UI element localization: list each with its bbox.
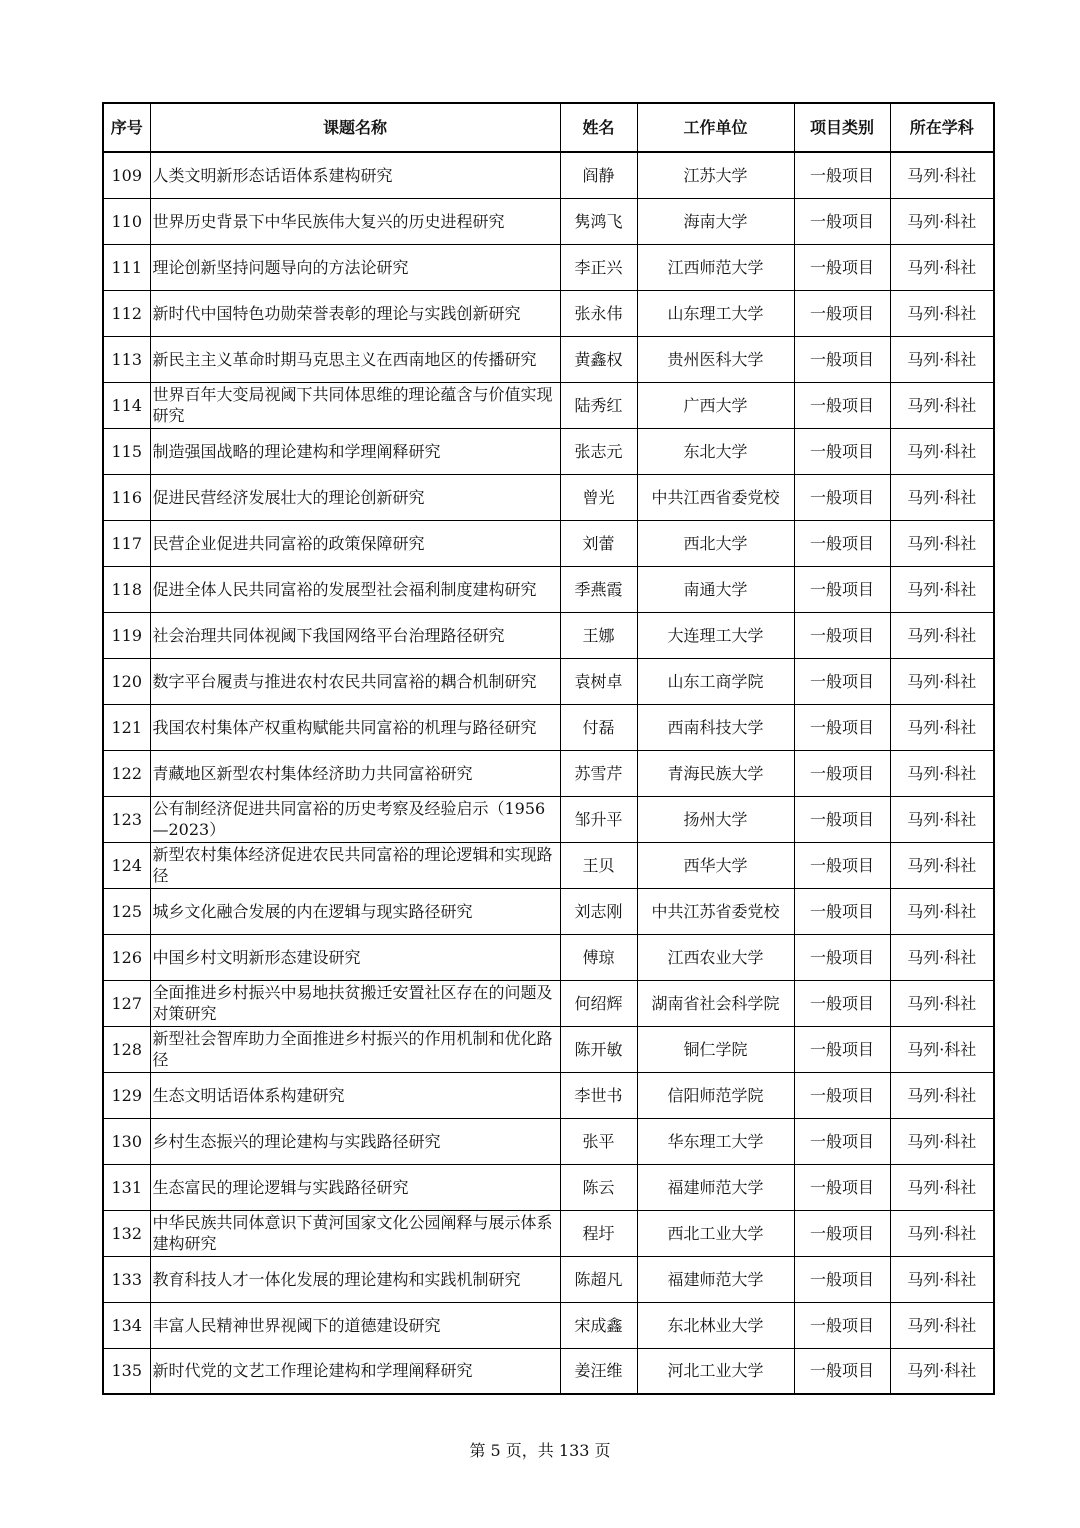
cell-title: 新时代中国特色功勋荣誉表彰的理论与实践创新研究 <box>150 290 560 336</box>
cell-no: 127 <box>103 980 150 1026</box>
cell-no: 128 <box>103 1026 150 1072</box>
cell-subject: 马列·科社 <box>890 152 994 198</box>
cell-category: 一般项目 <box>794 796 890 842</box>
cell-name: 姜汪维 <box>560 1348 637 1394</box>
cell-unit: 西北工业大学 <box>637 1210 794 1256</box>
table-row <box>103 934 994 980</box>
table-row <box>103 1072 994 1118</box>
cell-category: 一般项目 <box>794 1302 890 1348</box>
cell-unit: 江西师范大学 <box>637 244 794 290</box>
cell-no: 120 <box>103 658 150 704</box>
cell-name: 刘蕾 <box>560 520 637 566</box>
cell-no: 132 <box>103 1210 150 1256</box>
cell-subject: 马列·科社 <box>890 934 994 980</box>
cell-subject: 马列·科社 <box>890 198 994 244</box>
cell-no: 134 <box>103 1302 150 1348</box>
cell-category: 一般项目 <box>794 1026 890 1072</box>
cell-name: 黄鑫权 <box>560 336 637 382</box>
cell-name: 张永伟 <box>560 290 637 336</box>
cell-no: 121 <box>103 704 150 750</box>
header-title: 课题名称 <box>150 103 560 152</box>
cell-no: 119 <box>103 612 150 658</box>
cell-category: 一般项目 <box>794 888 890 934</box>
cell-subject: 马列·科社 <box>890 750 994 796</box>
cell-unit: 河北工业大学 <box>637 1348 794 1394</box>
table-row <box>103 1302 994 1348</box>
cell-title: 中国乡村文明新形态建设研究 <box>150 934 560 980</box>
cell-unit: 山东理工大学 <box>637 290 794 336</box>
cell-title: 民营企业促进共同富裕的政策保障研究 <box>150 520 560 566</box>
cell-category: 一般项目 <box>794 980 890 1026</box>
cell-subject: 马列·科社 <box>890 520 994 566</box>
cell-title: 全面推进乡村振兴中易地扶贫搬迁安置社区存在的问题及对策研究 <box>150 980 560 1026</box>
cell-unit: 福建师范大学 <box>637 1256 794 1302</box>
cell-name: 苏雪芹 <box>560 750 637 796</box>
cell-subject: 马列·科社 <box>890 1118 994 1164</box>
project-table <box>102 102 995 1395</box>
cell-name: 隽鸿飞 <box>560 198 637 244</box>
cell-unit: 中共江苏省委党校 <box>637 888 794 934</box>
cell-no: 114 <box>103 382 150 428</box>
cell-category: 一般项目 <box>794 1118 890 1164</box>
cell-name: 付磊 <box>560 704 637 750</box>
cell-category: 一般项目 <box>794 612 890 658</box>
header-row <box>103 103 994 152</box>
cell-unit: 扬州大学 <box>637 796 794 842</box>
cell-title: 理论创新坚持问题导向的方法论研究 <box>150 244 560 290</box>
cell-subject: 马列·科社 <box>890 612 994 658</box>
cell-subject: 马列·科社 <box>890 244 994 290</box>
cell-title: 世界百年大变局视阈下共同体思维的理论蕴含与价值实现研究 <box>150 382 560 428</box>
cell-category: 一般项目 <box>794 244 890 290</box>
table-row <box>103 290 994 336</box>
cell-unit: 湖南省社会科学院 <box>637 980 794 1026</box>
header-subject: 所在学科 <box>890 103 994 152</box>
cell-name: 邹升平 <box>560 796 637 842</box>
table-row <box>103 1348 994 1394</box>
table-header <box>103 103 994 152</box>
cell-name: 阎静 <box>560 152 637 198</box>
table-row <box>103 888 994 934</box>
table-row <box>103 842 994 888</box>
cell-subject: 马列·科社 <box>890 1302 994 1348</box>
cell-title: 社会治理共同体视阈下我国网络平台治理路径研究 <box>150 612 560 658</box>
cell-no: 111 <box>103 244 150 290</box>
cell-no: 129 <box>103 1072 150 1118</box>
cell-no: 130 <box>103 1118 150 1164</box>
table-row <box>103 336 994 382</box>
cell-unit: 东北大学 <box>637 428 794 474</box>
cell-name: 陈云 <box>560 1164 637 1210</box>
table-row <box>103 520 994 566</box>
cell-subject: 马列·科社 <box>890 980 994 1026</box>
cell-subject: 马列·科社 <box>890 842 994 888</box>
cell-subject: 马列·科社 <box>890 474 994 520</box>
table-row <box>103 1210 994 1256</box>
cell-unit: 贵州医科大学 <box>637 336 794 382</box>
table-row <box>103 152 994 198</box>
cell-no: 110 <box>103 198 150 244</box>
cell-subject: 马列·科社 <box>890 336 994 382</box>
cell-no: 125 <box>103 888 150 934</box>
cell-category: 一般项目 <box>794 428 890 474</box>
cell-name: 李世书 <box>560 1072 637 1118</box>
cell-unit: 江西农业大学 <box>637 934 794 980</box>
cell-unit: 南通大学 <box>637 566 794 612</box>
table-row <box>103 980 994 1026</box>
cell-title: 我国农村集体产权重构赋能共同富裕的机理与路径研究 <box>150 704 560 750</box>
cell-name: 何绍辉 <box>560 980 637 1026</box>
cell-title: 促进全体人民共同富裕的发展型社会福利制度建构研究 <box>150 566 560 612</box>
cell-no: 109 <box>103 152 150 198</box>
cell-name: 陈开敏 <box>560 1026 637 1072</box>
cell-no: 122 <box>103 750 150 796</box>
cell-title: 数字平台履责与推进农村农民共同富裕的耦合机制研究 <box>150 658 560 704</box>
cell-title: 城乡文化融合发展的内在逻辑与现实路径研究 <box>150 888 560 934</box>
cell-no: 123 <box>103 796 150 842</box>
cell-no: 112 <box>103 290 150 336</box>
cell-title: 新型社会智库助力全面推进乡村振兴的作用机制和优化路径 <box>150 1026 560 1072</box>
cell-category: 一般项目 <box>794 842 890 888</box>
cell-subject: 马列·科社 <box>890 1164 994 1210</box>
cell-category: 一般项目 <box>794 704 890 750</box>
cell-name: 傅琼 <box>560 934 637 980</box>
cell-title: 乡村生态振兴的理论建构与实践路径研究 <box>150 1118 560 1164</box>
cell-name: 王贝 <box>560 842 637 888</box>
table-row <box>103 1256 994 1302</box>
cell-no: 113 <box>103 336 150 382</box>
cell-title: 中华民族共同体意识下黄河国家文化公园阐释与展示体系建构研究 <box>150 1210 560 1256</box>
cell-unit: 信阳师范学院 <box>637 1072 794 1118</box>
cell-subject: 马列·科社 <box>890 1072 994 1118</box>
table-row <box>103 244 994 290</box>
cell-subject: 马列·科社 <box>890 1256 994 1302</box>
cell-name: 王娜 <box>560 612 637 658</box>
cell-title: 人类文明新形态话语体系建构研究 <box>150 152 560 198</box>
table-row <box>103 704 994 750</box>
cell-name: 袁树卓 <box>560 658 637 704</box>
table-row <box>103 566 994 612</box>
cell-title: 公有制经济促进共同富裕的历史考察及经验启示（1956—2023） <box>150 796 560 842</box>
cell-name: 李正兴 <box>560 244 637 290</box>
cell-no: 126 <box>103 934 150 980</box>
cell-unit: 中共江西省委党校 <box>637 474 794 520</box>
cell-category: 一般项目 <box>794 520 890 566</box>
table-row <box>103 1118 994 1164</box>
cell-category: 一般项目 <box>794 336 890 382</box>
cell-unit: 福建师范大学 <box>637 1164 794 1210</box>
cell-category: 一般项目 <box>794 152 890 198</box>
cell-title: 丰富人民精神世界视阈下的道德建设研究 <box>150 1302 560 1348</box>
cell-title: 世界历史背景下中华民族伟大复兴的历史进程研究 <box>150 198 560 244</box>
cell-title: 生态文明话语体系构建研究 <box>150 1072 560 1118</box>
table-row <box>103 474 994 520</box>
cell-subject: 马列·科社 <box>890 1348 994 1394</box>
cell-category: 一般项目 <box>794 566 890 612</box>
cell-subject: 马列·科社 <box>890 658 994 704</box>
header-unit: 工作单位 <box>637 103 794 152</box>
cell-name: 张志元 <box>560 428 637 474</box>
cell-category: 一般项目 <box>794 382 890 428</box>
cell-subject: 马列·科社 <box>890 566 994 612</box>
cell-subject: 马列·科社 <box>890 888 994 934</box>
cell-category: 一般项目 <box>794 198 890 244</box>
cell-unit: 华东理工大学 <box>637 1118 794 1164</box>
page-number: 第 5 页，共 133 页 <box>469 1441 611 1460</box>
cell-subject: 马列·科社 <box>890 1026 994 1072</box>
table-row <box>103 658 994 704</box>
cell-no: 135 <box>103 1348 150 1394</box>
cell-name: 季燕霞 <box>560 566 637 612</box>
cell-category: 一般项目 <box>794 750 890 796</box>
cell-name: 程圩 <box>560 1210 637 1256</box>
cell-unit: 江苏大学 <box>637 152 794 198</box>
table-row <box>103 750 994 796</box>
cell-unit: 广西大学 <box>637 382 794 428</box>
cell-name: 曾光 <box>560 474 637 520</box>
cell-title: 制造强国战略的理论建构和学理阐释研究 <box>150 428 560 474</box>
cell-subject: 马列·科社 <box>890 382 994 428</box>
cell-name: 宋成鑫 <box>560 1302 637 1348</box>
cell-unit: 西华大学 <box>637 842 794 888</box>
cell-category: 一般项目 <box>794 1210 890 1256</box>
cell-subject: 马列·科社 <box>890 796 994 842</box>
cell-name: 刘志刚 <box>560 888 637 934</box>
cell-category: 一般项目 <box>794 1072 890 1118</box>
cell-category: 一般项目 <box>794 1348 890 1394</box>
cell-category: 一般项目 <box>794 290 890 336</box>
table-body <box>103 152 994 1394</box>
cell-category: 一般项目 <box>794 658 890 704</box>
cell-no: 116 <box>103 474 150 520</box>
cell-category: 一般项目 <box>794 1164 890 1210</box>
cell-title: 教育科技人才一体化发展的理论建构和实践机制研究 <box>150 1256 560 1302</box>
cell-no: 124 <box>103 842 150 888</box>
cell-title: 新民主主义革命时期马克思主义在西南地区的传播研究 <box>150 336 560 382</box>
cell-unit: 铜仁学院 <box>637 1026 794 1072</box>
cell-no: 118 <box>103 566 150 612</box>
cell-title: 新时代党的文艺工作理论建构和学理阐释研究 <box>150 1348 560 1394</box>
table-row <box>103 198 994 244</box>
cell-unit: 大连理工大学 <box>637 612 794 658</box>
table-row <box>103 612 994 658</box>
cell-name: 张平 <box>560 1118 637 1164</box>
cell-unit: 东北林业大学 <box>637 1302 794 1348</box>
table-row <box>103 1164 994 1210</box>
cell-unit: 山东工商学院 <box>637 658 794 704</box>
cell-title: 青藏地区新型农村集体经济助力共同富裕研究 <box>150 750 560 796</box>
cell-unit: 青海民族大学 <box>637 750 794 796</box>
table-row <box>103 1026 994 1072</box>
cell-no: 133 <box>103 1256 150 1302</box>
cell-no: 131 <box>103 1164 150 1210</box>
cell-title: 新型农村集体经济促进农民共同富裕的理论逻辑和实现路径 <box>150 842 560 888</box>
cell-title: 生态富民的理论逻辑与实践路径研究 <box>150 1164 560 1210</box>
cell-subject: 马列·科社 <box>890 290 994 336</box>
cell-unit: 海南大学 <box>637 198 794 244</box>
table-row <box>103 428 994 474</box>
cell-title: 促进民营经济发展壮大的理论创新研究 <box>150 474 560 520</box>
header-category: 项目类别 <box>794 103 890 152</box>
cell-subject: 马列·科社 <box>890 704 994 750</box>
cell-category: 一般项目 <box>794 1256 890 1302</box>
table-row <box>103 382 994 428</box>
cell-category: 一般项目 <box>794 474 890 520</box>
cell-subject: 马列·科社 <box>890 1210 994 1256</box>
cell-category: 一般项目 <box>794 934 890 980</box>
cell-no: 115 <box>103 428 150 474</box>
cell-subject: 马列·科社 <box>890 428 994 474</box>
table-row <box>103 796 994 842</box>
header-no: 序号 <box>103 103 150 152</box>
cell-name: 陆秀红 <box>560 382 637 428</box>
cell-no: 117 <box>103 520 150 566</box>
header-name: 姓名 <box>560 103 637 152</box>
cell-name: 陈超凡 <box>560 1256 637 1302</box>
cell-unit: 西南科技大学 <box>637 704 794 750</box>
cell-unit: 西北大学 <box>637 520 794 566</box>
